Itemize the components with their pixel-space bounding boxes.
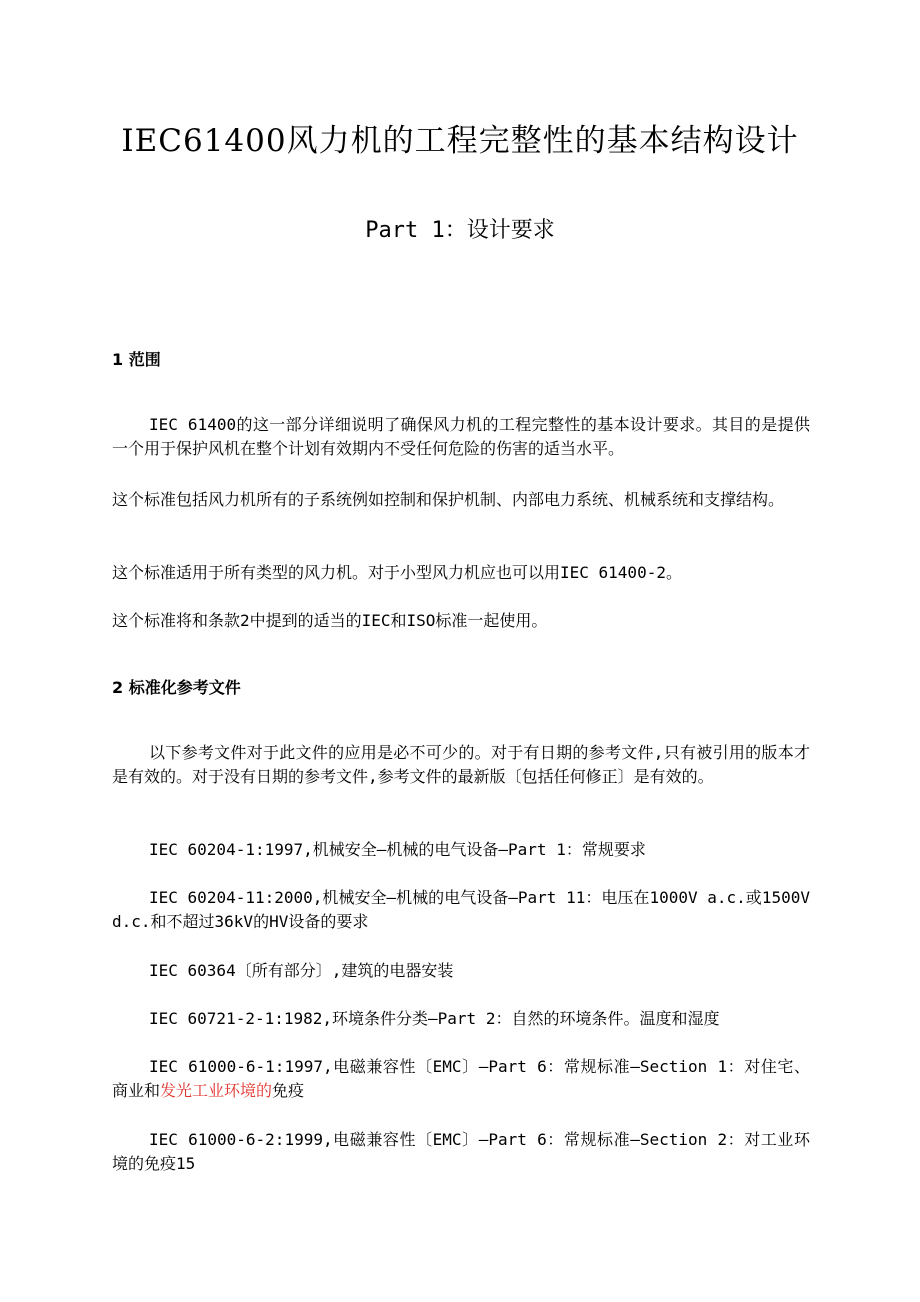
reference-text: 免疫 [272,1081,305,1100]
reference-item [112,1055,810,1103]
document-title: IEC61400风力机的工程完整性的基本结构设计 [121,123,799,159]
reference-item: IEC 60721-2-1:1982,环境条件分类—Part 2：自然的环境条件。温度和湿度 [149,1009,720,1028]
reference-item: IEC 60364〔所有部分〕,建筑的电器安装 [149,961,454,980]
section-1-paragraph: 这个标准适用于所有类型的风力机。对于小型风力机应也可以用IEC 61400-2。 [112,563,682,582]
reference-item: IEC 60204-11:2000,机械安全—机械的电气设备—Part 11：电压在1000V a.c.或1500V d.c.和不超过36kV的HV设备的要求 [112,888,810,931]
reference-item: IEC 61000-6-2:1999,电磁兼容性〔EMC〕—Part 6：常规标准—Section 2：对工业环境的免疫15 [112,1130,810,1173]
section-1-heading: 1 范围 [112,350,161,369]
reference-item: IEC 60204-1:1997,机械安全—机械的电气设备—Part 1：常规要求 [149,840,646,859]
section-1-paragraph: 这个标准将和条款2中提到的适当的IEC和ISO标准一起使用。 [112,611,548,630]
section-2-intro: 以下参考文件对于此文件的应用是必不可少的。对于有日期的参考文件,只有被引用的版本才是有效的。对于没有日期的参考文件,参考文件的最新版〔包括任何修正〕是有效的。 [112,743,810,786]
section-1-paragraph: 这个标准包括风力机所有的子系统例如控制和保护机制、内部电力系统、机械系统和支撑结构。 [112,490,785,509]
section-2-heading: 2 标准化参考文件 [112,678,241,697]
section-1-paragraph: IEC 61400的这一部分详细说明了确保风力机的工程完整性的基本设计要求。其目的是提供一个用于保护风机在整个计划有效期内不受任何危险的伤害的适当水平。 [112,415,810,458]
reference-text: IEC 61000-6-1:1997,电磁兼容性〔EMC〕—Part 6：常规标准—Section 1：对住宅、商业和 [112,1057,810,1100]
highlighted-text: 发光工业环境的 [160,1081,273,1100]
document-subtitle: Part 1：设计要求 [365,218,555,243]
